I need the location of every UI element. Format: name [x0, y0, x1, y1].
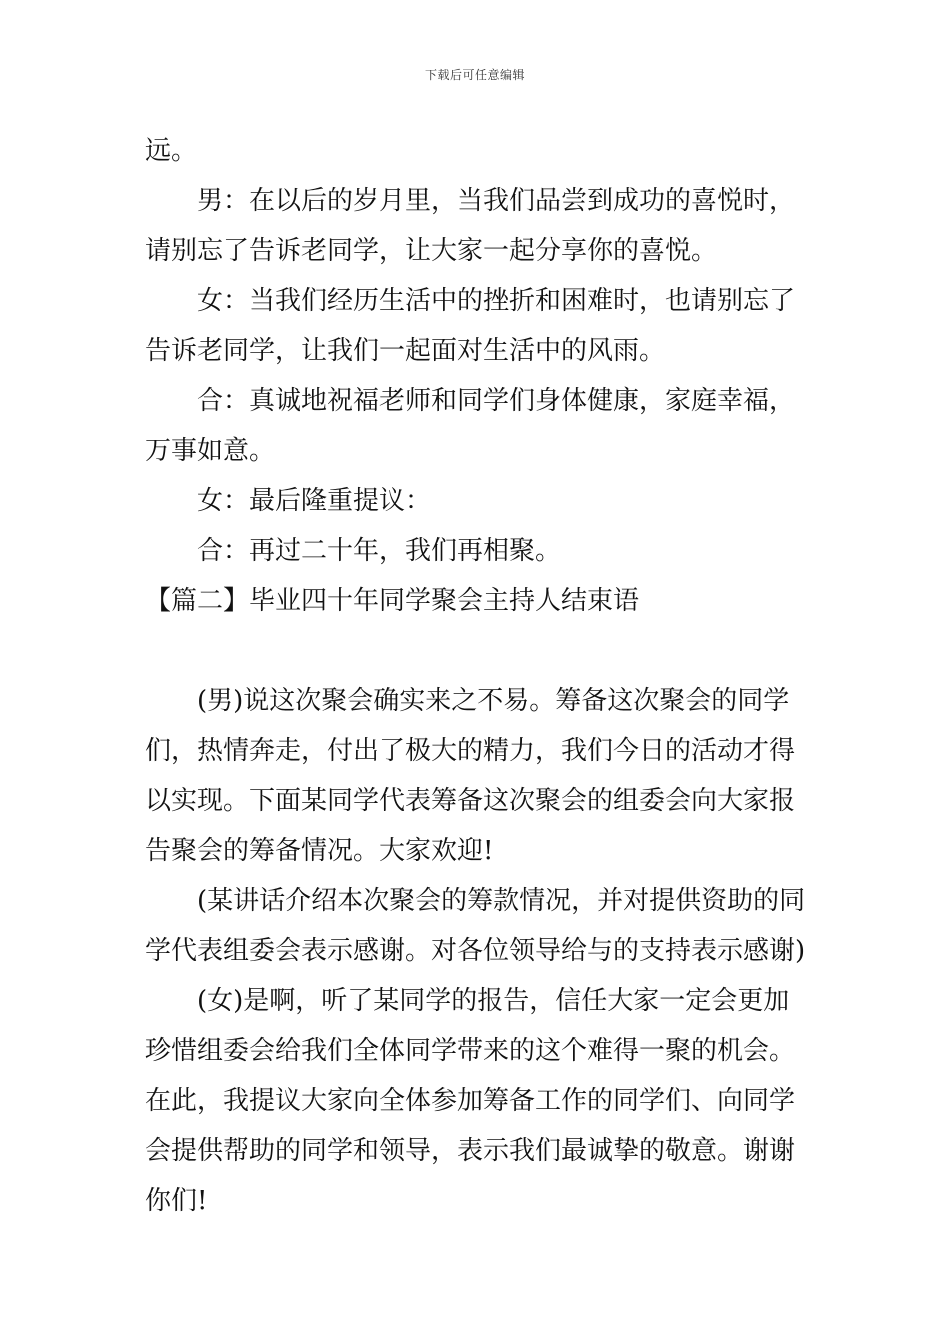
paragraph-line: 合：真诚地祝福老师和同学们身体健康，家庭幸福， — [197, 386, 796, 416]
document-body — [145, 126, 810, 1226]
paragraph-line: 远。 — [145, 136, 198, 166]
paragraph-line: (某讲话介绍本次聚会的筹款情况，并对提供资助的同 — [197, 886, 806, 916]
paragraph-line: 你们! — [145, 1186, 208, 1216]
paragraph-line: (男)说这次聚会确实来之不易。筹备这次聚会的同学 — [197, 686, 790, 716]
paragraph-line: 以实现。下面某同学代表筹备这次聚会的组委会向大家报 — [145, 786, 796, 816]
paragraph-line: 合：再过二十年，我们再相聚。 — [197, 536, 562, 566]
section-heading: 【篇二】毕业四十年同学聚会主持人结束语 — [145, 586, 640, 616]
paragraph-line: 告聚会的筹备情况。大家欢迎! — [145, 836, 494, 866]
paragraph-line: 男：在以后的岁月里，当我们品尝到成功的喜悦时， — [197, 186, 796, 216]
paragraph-line: 万事如意。 — [145, 436, 276, 466]
page-header: 下载后可任意编辑 — [424, 68, 525, 82]
paragraph-line: 女：当我们经历生活中的挫折和困难时，也请别忘了 — [197, 286, 796, 316]
blank-line — [145, 626, 810, 676]
paragraph-line: 女：最后隆重提议： — [197, 486, 432, 516]
paragraph-line: 学代表组委会表示感谢。对各位领导给与的支持表示感谢) — [145, 936, 806, 966]
paragraph-line: 请别忘了告诉老同学，让大家一起分享你的喜悦。 — [145, 236, 718, 266]
paragraph-line: 告诉老同学，让我们一起面对生活中的风雨。 — [145, 336, 666, 366]
paragraph-line: 会提供帮助的同学和领导，表示我们最诚挚的敬意。谢谢 — [145, 1136, 796, 1166]
paragraph-line: (女)是啊，听了某同学的报告，信任大家一定会更加 — [197, 986, 790, 1016]
paragraph-line: 在此，我提议大家向全体参加筹备工作的同学们、向同学 — [145, 1086, 796, 1116]
paragraph-line: 珍惜组委会给我们全体同学带来的这个难得一聚的机会。 — [145, 1036, 796, 1066]
paragraph-line: 们，热情奔走，付出了极大的精力，我们今日的活动才得 — [145, 736, 796, 766]
